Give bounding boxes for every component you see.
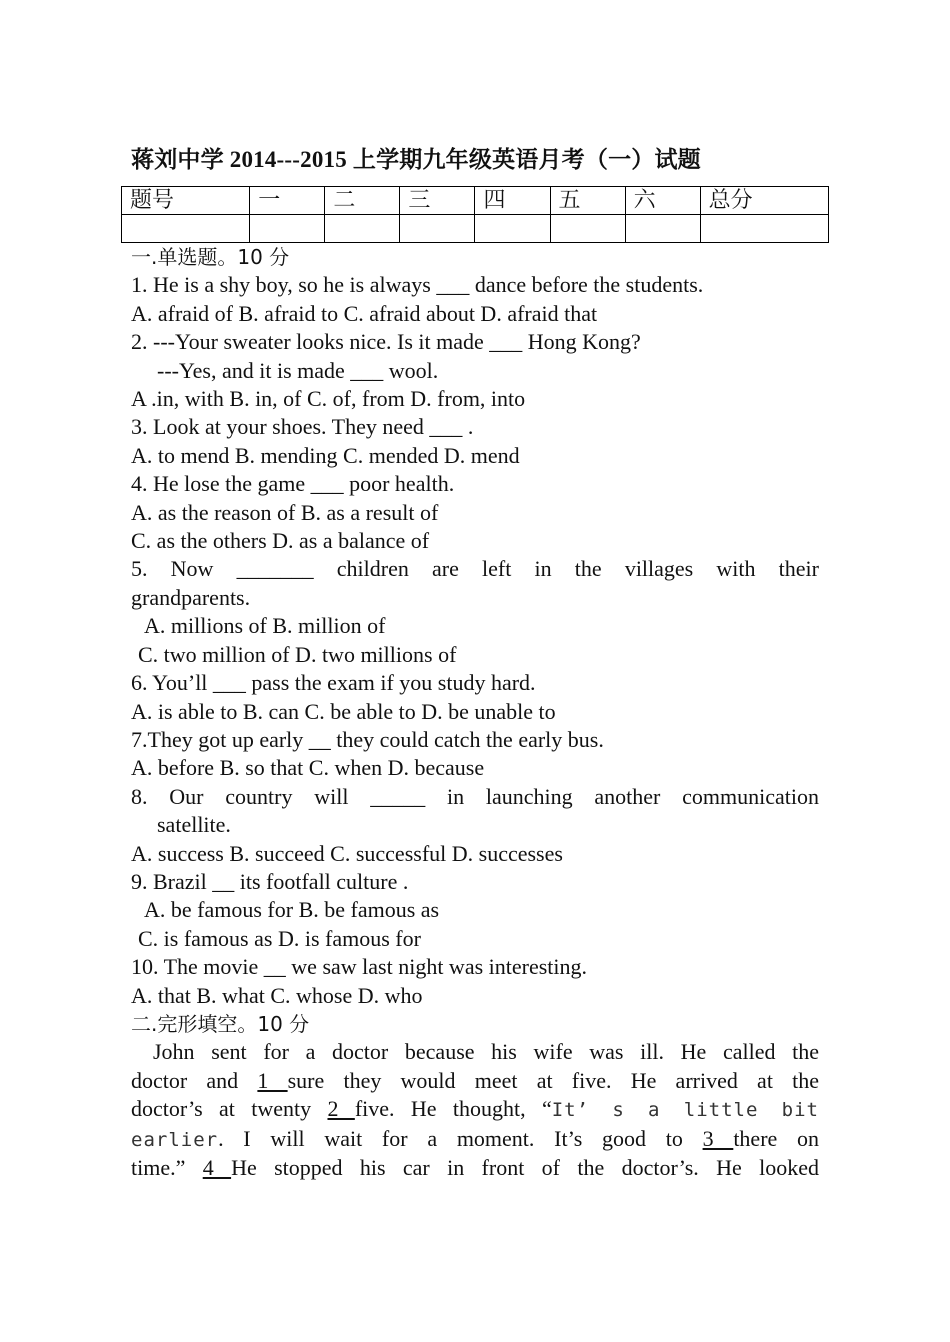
passage-line — [131, 1067, 819, 1095]
question-line: 7.They got up early __ they could catch the early bus. — [131, 726, 604, 752]
option-line: A. millions of B. million of — [144, 613, 386, 639]
passage-text: five. He thought, “ — [354, 1096, 552, 1122]
question-line: satellite. — [157, 812, 231, 838]
passage-text: It’ s a little bit — [551, 1099, 819, 1122]
question-line: 8. Our country will _____ in launching another communication — [131, 783, 819, 809]
option-line: A .in, with B. in, of C. of, from D. from, into — [131, 386, 526, 412]
question-line: 9. Brazil __ its footfall culture . — [131, 868, 409, 894]
section-heading: 二.完形填空。10 分 — [131, 1011, 310, 1036]
section-heading: 一.单选题。10 分 — [131, 245, 290, 269]
score-value-cell — [325, 215, 400, 243]
score-header-cell: 六 — [625, 187, 700, 215]
passage-text: there on — [733, 1125, 820, 1151]
blank-3: 3 — [702, 1125, 734, 1151]
page-title: 蒋刘中学 2014---2015 上学期九年级英语月考（一）试题 — [131, 147, 701, 172]
score-value-cell — [400, 215, 475, 243]
passage-text: doctor and — [131, 1067, 258, 1093]
option-line: A. before B. so that C. when D. because — [131, 755, 485, 781]
question-line: ---Yes, and it is made ___ wool. — [157, 357, 439, 383]
blank-4: 4 — [202, 1155, 232, 1180]
score-header-cell: 一 — [250, 187, 325, 215]
question-line: 3. Look at your shoes. They need ___ . — [131, 414, 474, 440]
question-line: 4. He lose the game ___ poor health. — [131, 471, 455, 497]
question-line: 1. He is a shy boy, so he is always ___ dance before the students. — [131, 272, 704, 298]
option-line: C. is famous as D. is famous for — [138, 925, 421, 951]
passage-text: doctor’s at twenty — [131, 1096, 328, 1122]
question-line: grandparents. — [131, 584, 251, 610]
blank-2: 2 — [327, 1096, 355, 1122]
question-line: 10. The movie __ we saw last night was interesting. — [131, 954, 588, 980]
option-line: C. two million of D. two millions of — [138, 641, 457, 667]
score-header-cell: 二 — [325, 187, 400, 215]
question-line: 5. Now _______ children are left in the villages with their — [131, 556, 819, 582]
score-table — [121, 186, 829, 243]
score-value-cell — [700, 215, 828, 243]
passage-text: earlier — [131, 1128, 219, 1151]
question-line: 2. ---Your sweater looks nice. Is it made ___ Hong Kong? — [131, 329, 641, 355]
option-line: A. success B. succeed C. successful D. successes — [131, 840, 563, 866]
score-value-cell — [122, 215, 250, 243]
option-line: A. that B. what C. whose D. who — [131, 982, 423, 1008]
passage-text: He stopped his car in front of the doctor’s. He looked — [231, 1155, 819, 1180]
passage-line — [131, 1154, 819, 1182]
passage-text: . I will wait for a moment. It’s good to — [218, 1125, 703, 1151]
passage-line — [131, 1125, 819, 1154]
passage-line: John sent for a doctor because his wife was ill. He called the — [153, 1039, 819, 1065]
option-line: C. as the others D. as a balance of — [131, 528, 430, 554]
score-header-cell: 总分 — [700, 187, 828, 215]
score-value-cell — [625, 215, 700, 243]
passage-text: time.” — [131, 1155, 203, 1180]
passage-line — [131, 1095, 819, 1124]
option-line: A. to mend B. mending C. mended D. mend — [131, 442, 520, 468]
score-table-value-row — [122, 215, 829, 243]
exam-page — [131, 140, 819, 1182]
score-header-cell: 五 — [550, 187, 625, 215]
score-value-cell — [475, 215, 550, 243]
question-line: 6. You’ll ___ pass the exam if you study hard. — [131, 670, 536, 696]
score-header-cell: 题号 — [122, 187, 250, 215]
option-line: A. as the reason of B. as a result of — [131, 499, 439, 525]
score-value-cell — [250, 215, 325, 243]
score-table-header-row — [122, 187, 829, 215]
score-value-cell — [550, 215, 625, 243]
option-line: A. afraid of B. afraid to C. afraid about D. afraid that — [131, 300, 598, 326]
blank-1: 1 — [257, 1067, 288, 1093]
option-line: A. be famous for B. be famous as — [144, 897, 440, 923]
score-header-cell: 四 — [475, 187, 550, 215]
score-header-cell: 三 — [400, 187, 475, 215]
option-line: A. is able to B. can C. be able to D. be unable to — [131, 698, 556, 724]
passage-text: sure they would meet at five. He arrived at the — [287, 1067, 820, 1093]
